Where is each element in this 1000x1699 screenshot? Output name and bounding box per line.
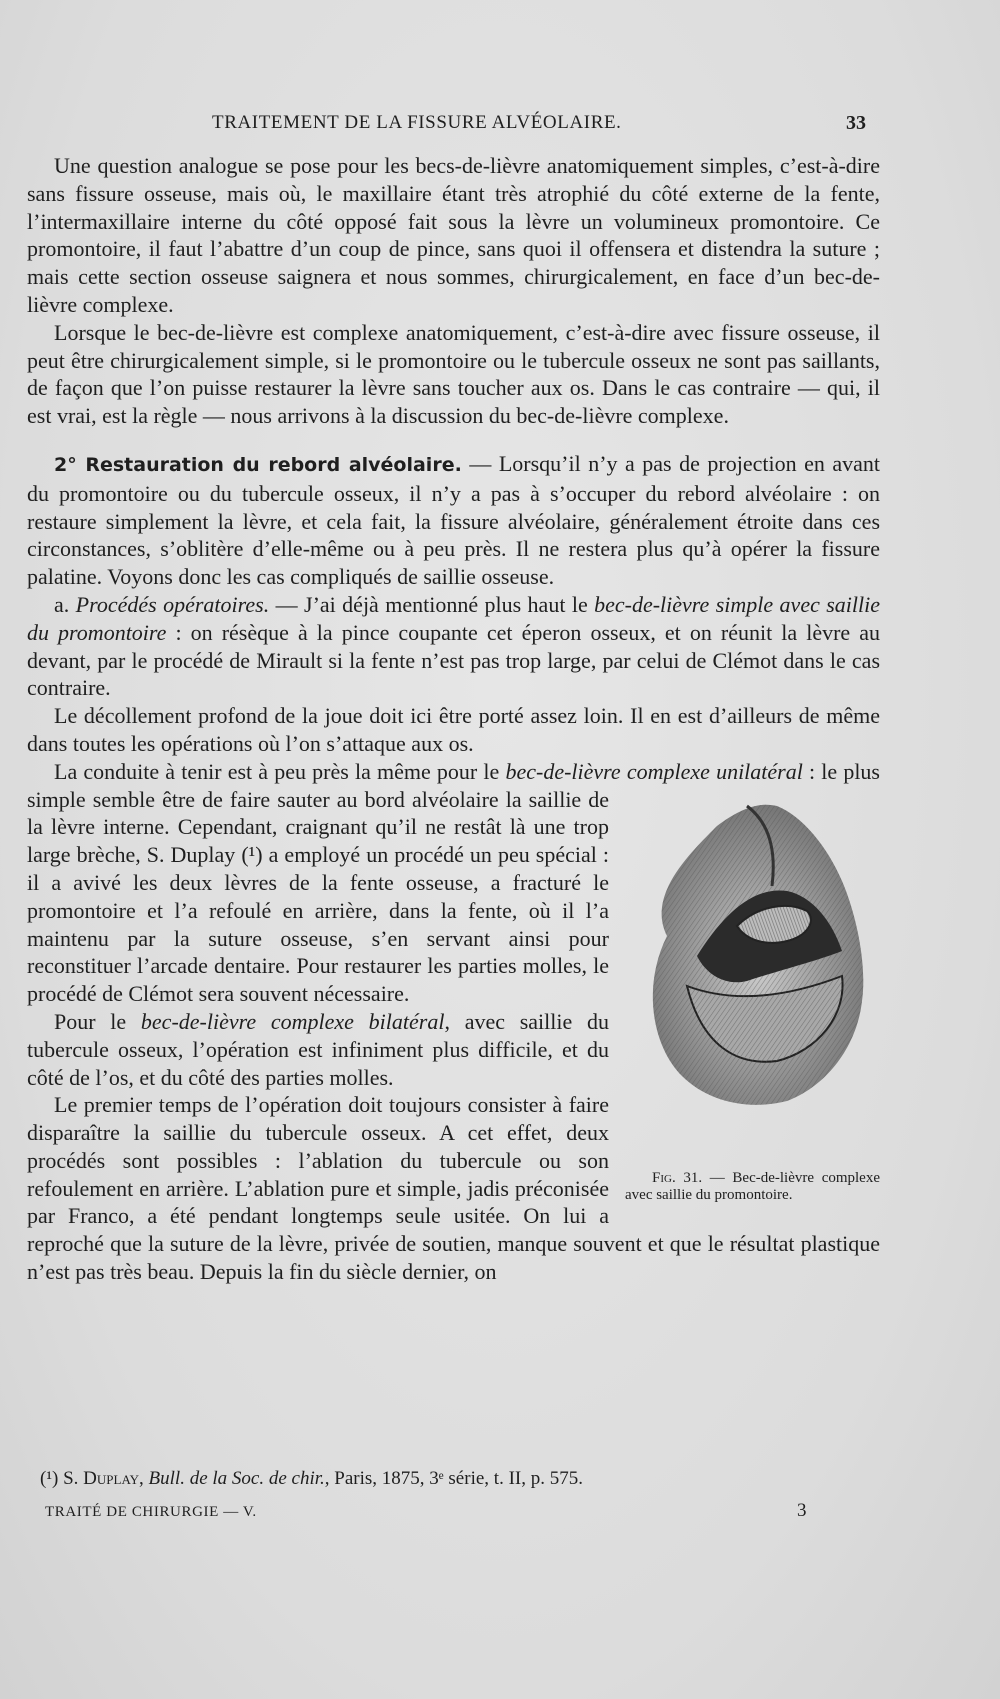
page-footer [0, 1500, 1000, 1530]
figure-caption [625, 1170, 880, 1204]
section-paragraph [27, 450, 880, 591]
footnote-author: S. Duplay [63, 1468, 140, 1489]
running-title: TRAITEMENT DE LA FISSURE ALVÉOLAIRE. [212, 112, 622, 133]
text-run: : le plus simple semble être de faire sauter au bord alvéolaire la saillie de la lèvre interne. Cependant, craignant qu’il ne restât là une trop large brèche, S. Duplay (¹) a employé un procédé un peu spécial : il a avivé les deux lèvres de la fente osseuse, a fracturé le promontoire et l’a refoulé en arrière, dans la fente, où il l’a maintenu par la suture osseuse, s’en servant ainsi pour reconstituer l’arcade dentaire. Pour restaurer les parties molles, le procédé de Clémot sera souvent nécessaire. [27, 758, 880, 1007]
footnote-marker: (¹) [40, 1468, 64, 1489]
emphasis: bec-de-lièvre complexe unilatéral [505, 758, 803, 784]
text-run: , Paris, 1875, 3ᵉ série, t. II, p. 575. [324, 1468, 583, 1489]
text-run: , avec saillie du tubercule osseux, l’opération est infiniment plus difficile, et du côté de l’os, et du côté des parties molles. [27, 1008, 609, 1090]
page-number: 33 [846, 112, 866, 134]
lip-illustration [627, 786, 874, 1116]
emphasis: bec-de-lièvre complexe bilatéral [140, 1008, 445, 1034]
section-text: — Lorsqu’il n’y a pas de projection en avant du promontoire ou du tubercule osseux, il n’y a pas à s’occuper du rebord alvéolaire : on restaure simplement la lèvre, et cela fait, la fissure alvéolaire, généralement étroite dans ces circonstances, s’oblitère d’elle-même ou à peu près. Il ne restera plus qu’à opérer la fissure palatine. Voyons donc les cas compliqués de saillie osseuse. [27, 450, 880, 590]
paragraph: Le décollement profond de la joue doit ici être porté assez loin. Il en est d’ailleurs de même dans toutes les opérations où l’on s’attaque aux os. [27, 703, 880, 756]
paragraph [27, 591, 880, 702]
list-marker: a. [54, 591, 76, 617]
text-run: — J’ai déjà mentionné plus haut le [269, 591, 595, 617]
subsection-title: Procédés opératoires. [75, 591, 270, 617]
signature-mark: 3 [797, 1500, 807, 1521]
emphasis: bec-de-lièvre simple avec saillie du promontoire [27, 591, 881, 645]
text-run: , [139, 1468, 149, 1489]
text-run: Pour le [54, 1008, 141, 1034]
figure-caption-text: — Bec-de-lièvre complexe avec saillie du promontoire. [625, 1169, 880, 1203]
section-title: 2° Restauration du rebord alvéolaire. [54, 453, 462, 476]
figure [625, 786, 880, 1211]
paragraph: Lorsque le bec-de-lièvre est complexe anatomiquement, c’est-à-dire avec fissure osseuse, il peut être chirurgicalement simple, si le promontoire ou le tubercule osseux ne sont pas saillants, de façon que l’on puisse restaurer la lèvre sans toucher aux os. Dans le cas contraire — qui, il est vrai, est la règle — nous arrivons à la discussion du bec-de-lièvre complexe. [27, 319, 880, 429]
text-run: : on résèque à la pince coupante cet éperon osseux, et on réunit la lèvre au devant, par le procédé de Mirault si la fente n’est pas trop large, par celui de Clémot dans le cas contraire. [27, 619, 881, 701]
body-text [27, 152, 880, 1286]
footnote-journal: Bull. de la Soc. de chir. [148, 1468, 325, 1489]
text-run: La conduite à tenir est à peu près la même pour le [54, 758, 506, 784]
figure-label: Fig. 31. [652, 1169, 703, 1186]
paragraph: Le premier temps de l’opération doit toujours consister à faire disparaître la saillie du tubercule osseux. A cet effet, deux procédés sont possibles : l’ablation du tubercule ou son refoulement en arrière. L’ablation pure et simple, jadis préconisée par Franco, a été pendant longtemps seule usitée. On lui a reproché que la suture de la lèvre, privée de soutien, manque souvent et que le résultat plastique n’est pas très beau. Depuis la fin du siècle dernier, on [27, 1092, 880, 1285]
book-title: TRAITÉ DE CHIRURGIE — V. [45, 1504, 257, 1520]
running-header [0, 112, 1000, 140]
footnote [40, 1468, 583, 1490]
paragraph: Une question analogue se pose pour les becs-de-lièvre anatomiquement simples, c’est-à-dire sans fissure osseuse, mais où, le maxillaire étant très atrophié du côté externe de la fente, l’intermaxillaire interne du côté opposé fait sous la lèvre un volumineux promontoire. Ce promontoire, il faut l’abattre d’un coup de pince, sans quoi il offensera et distendra la suture ; mais cette section osseuse saignera et nous sommes, chirurgicalement, en face d’un bec-de-lièvre complexe. [27, 153, 880, 317]
